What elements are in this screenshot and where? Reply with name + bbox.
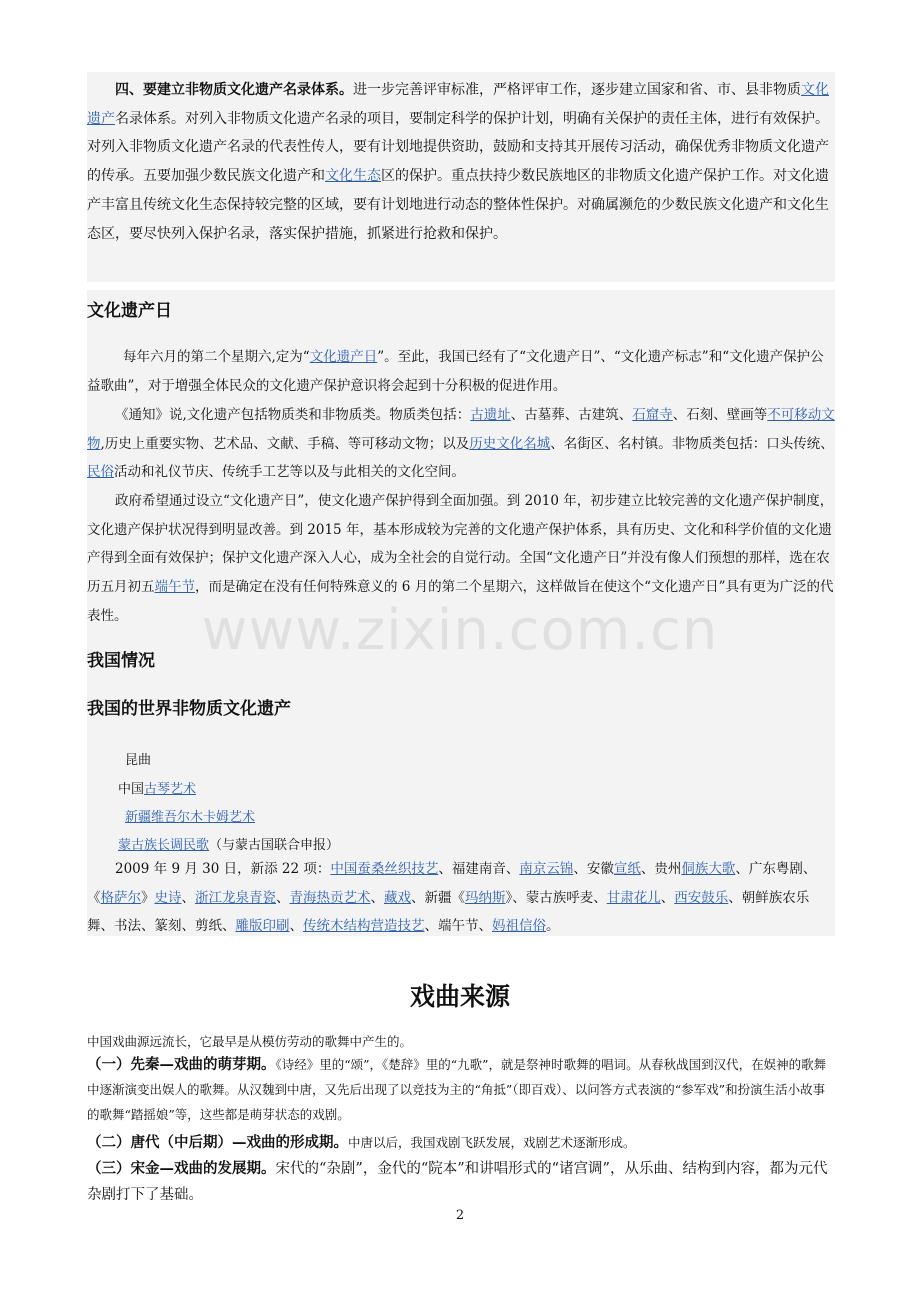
link-folk-customs[interactable]: 民俗 xyxy=(87,464,114,481)
link-yunjin[interactable]: 南京云锦 xyxy=(519,861,574,877)
link-silk[interactable]: 中国蚕桑丝织技艺 xyxy=(330,861,439,877)
link-regong[interactable]: 青海热贡艺术 xyxy=(289,889,371,906)
link-longquan[interactable]: 浙江龙泉青瓷 xyxy=(195,889,276,906)
link-heritage-day[interactable]: 文化遗产日 xyxy=(309,349,378,365)
heading-world-heritage: 我国的世界非物质文化遗产 xyxy=(87,699,291,719)
opera-section-3-heading: （三）宋金—戏曲的发展期。 xyxy=(87,1161,276,1177)
paragraph-directory-system: 四、要建立非物质文化遗产名录体系。进一步完善评审标准，严格评审工作，逐步建立国家和省、市、县非物质文化遗产名录体系。对列入非物质文化遗产名录的项目，要制定科学的保护计划，明确有关保护的责任主体，进行有效保护。对列入非物质文化遗产名录的代表性传人，要有计划地提供资助，鼓励和支持其开展传习活动，确保优秀非物质文化遗产的传承。五要加强少数民族文化遗产和文化生态区的保护。重点扶持少数民族地区的非物质文化遗产保护工作。对文化遗产丰富且传统文化生态保持较完整的区域，要有计划地进行动态的整体性保护。对确属濒危的少数民族文化遗产和文化生态区，要尽快列入保护名录，落实保护措施，抓紧进行抢救和保护。 xyxy=(87,82,829,242)
opera-section-2: （二）唐代（中后期）—戏曲的形成期。中唐以后，我国戏剧飞跃发展，戏剧艺术逐渐形成。 xyxy=(87,1135,636,1151)
link-cultural-ecology[interactable]: 文化生态 xyxy=(325,168,381,185)
opera-section-2-heading: （二）唐代（中后期）—戏曲的形成期。 xyxy=(87,1135,348,1151)
link-cultural-heritage[interactable]: 文化遗产 xyxy=(87,82,829,127)
section-title: 戏曲来源 xyxy=(409,981,510,1011)
list-item-guqin: 中国古琴艺术 xyxy=(118,782,197,797)
link-gesar[interactable]: 格萨尔 xyxy=(100,889,141,906)
link-muqam[interactable]: 新疆维吾尔木卡姆艺术 xyxy=(125,810,256,825)
opera-section-1: （一）先秦—戏曲的萌芽期。《诗经》里的“颂”，《楚辞》里的“九歌”，就是祭神时歌舞的唱词。从春秋战国到汉代，在娱神的歌舞中逐渐演变出娱人的歌舞。从汉魏到中唐，又先后出现了以竞技为主的“角抵”（即百戏）、以问答方式表演的“参军戏”和扮演生活小故事的歌舞“踏摇娘”等，这些都是萌芽状态的戏剧。 xyxy=(87,1057,827,1122)
list-item-muqam xyxy=(125,806,255,825)
heading-situation: 我国情况 xyxy=(87,651,155,671)
link-xian-music[interactable]: 西安鼓乐 xyxy=(674,889,729,906)
opera-section-1-heading: （一）先秦—戏曲的萌芽期。 xyxy=(87,1057,276,1073)
link-manas[interactable]: 玛纳斯 xyxy=(465,889,506,906)
paragraph-2009-additions: 2009 年 9 月 30 日，新添 22 项：中国蚕桑丝织技艺、福建南音、南京云锦、安徽宣纸、贵州侗族大歌、广东粤剧、《格萨尔》史诗、浙江龙泉青瓷、青海热贡艺术、藏戏、新疆《玛纳斯》、蒙古族呼麦、甘肃花儿、西安鼓乐、朝鲜族农乐舞、书法、篆刻、剪纸、雕版印刷、传统木结构营造技艺、端午节、妈祖信俗。 xyxy=(87,861,817,935)
opera-intro: 中国戏曲源远流长，它最早是从模仿劳动的歌舞中产生的。 xyxy=(87,1034,413,1049)
link-tibetan-opera[interactable]: 藏戏 xyxy=(384,889,411,906)
link-immovable-relics[interactable]: 不可移动文物 xyxy=(87,407,835,452)
link-timber-architecture[interactable]: 传统木结构营造技艺 xyxy=(303,918,425,935)
link-historic-cities[interactable]: 历史文化名城 xyxy=(469,435,551,452)
page-number: 2 xyxy=(455,1208,465,1223)
opera-section-3: （三）宋金—戏曲的发展期。宋代的“杂剧”，金代的“院本”和讲唱形式的“诸宫调”，从乐曲、结构到内容，都为元代杂剧打下了基础。 xyxy=(87,1161,828,1203)
link-dong-song[interactable]: 侗族大歌 xyxy=(681,861,736,877)
paragraph-notice: 《通知》说,文化遗产包括物质类和非物质类。物质类包括：古遗址、古墓葬、古建筑、石窟寺、石刻、壁画等不可移动文物,历史上重要实物、艺术品、文献、手稿、等可移动文物；以及历史文化名城、名街区、名村镇。非物质类包括：口头传统、民俗活动和礼仪节庆、传统手工艺等以及与此相关的文化空间。 xyxy=(87,407,835,481)
link-dragon-boat-festival[interactable]: 端午节 xyxy=(154,579,195,596)
link-mazu[interactable]: 妈祖信俗 xyxy=(492,918,546,935)
link-xuan-paper[interactable]: 宣纸 xyxy=(613,861,641,877)
paragraph-heritage-day: 每年六月的第二个星期六,定为“文化遗产日”。至此，我国已经有了“文化遗产日”、“文化遗产标志”和“文化遗产保护公益歌曲”，对于增强全体民众的文化遗产保护意识将会起到十分积极的促进作用。 xyxy=(87,349,824,394)
link-epic[interactable]: 史诗 xyxy=(154,889,182,906)
paragraph-heading: 四、要建立非物质文化遗产名录体系。 xyxy=(115,82,353,98)
link-guqin[interactable]: 古琴艺术 xyxy=(144,782,197,797)
list-item-mongol: 蒙古族长调民歌（与蒙古国联合申报） xyxy=(118,838,340,853)
link-hua-er[interactable]: 甘肃花儿 xyxy=(606,889,661,906)
link-woodblock[interactable]: 雕版印刷 xyxy=(235,918,290,935)
link-grottoes[interactable]: 石窟寺 xyxy=(632,407,673,423)
heading-heritage-day: 文化遗产日 xyxy=(87,301,172,321)
link-ancient-sites[interactable]: 古遗址 xyxy=(470,407,511,423)
link-mongol-long-song[interactable]: 蒙古族长调民歌 xyxy=(118,838,210,853)
paragraph-government: 政府希望通过设立“文化遗产日”，使文化遗产保护得到全面加强。到 2010 年，初步建立比较完善的文化遗产保护制度，文化遗产保护状况得到明显改善。到 2015 年，基本形成较为完善的文化遗产保护体系，具有历史、文化和科学价值的文化遗产得到全面有效保护；保护文化遗产深入人心，成为全社会的自觉行动。全国“文化遗产日”并没有像人们预想的那样，选在农历五月初五端午节，而是确定在没有任何特殊意义的 6 月的第二个星期六，这样做旨在使这个“文化遗产日”具有更为广泛的代表性。 xyxy=(87,493,834,624)
list-item-kunqu: 昆曲 xyxy=(125,753,152,768)
